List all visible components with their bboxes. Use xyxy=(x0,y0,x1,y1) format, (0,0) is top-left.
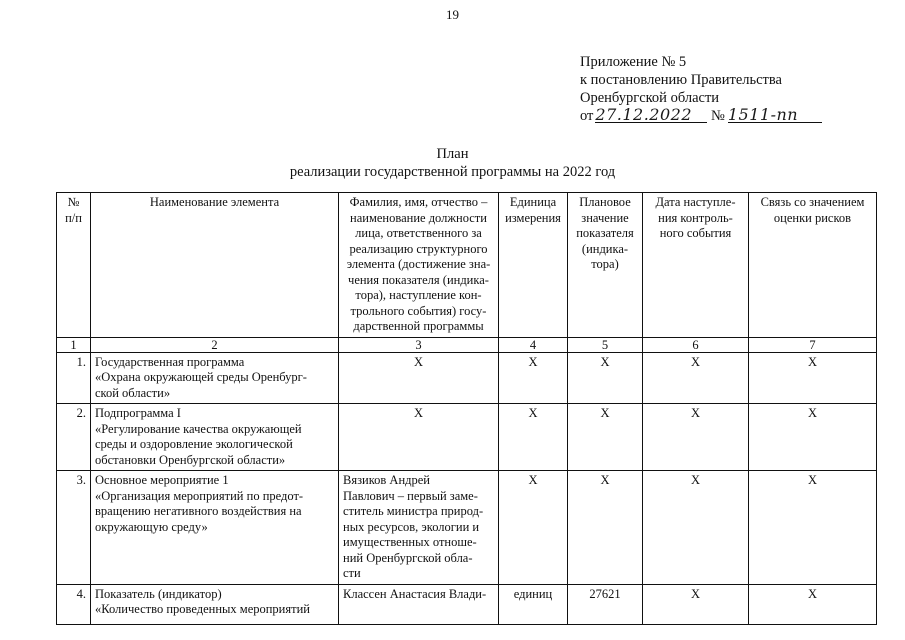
table-header-row xyxy=(57,193,877,338)
planned-value-cell: X xyxy=(568,352,643,404)
header-planned-value: Плановое значение показателя (индика- тора) xyxy=(568,193,643,338)
appendix-date-line xyxy=(580,107,822,125)
column-number: 1 xyxy=(57,337,91,352)
planned-value-cell: 27621 xyxy=(568,584,643,624)
responsible-person: X xyxy=(339,404,499,471)
responsible-person: Классен Анастасия Влади- xyxy=(339,584,499,624)
handwritten-number: 1511-пп xyxy=(728,108,822,123)
column-number: 6 xyxy=(643,337,749,352)
control-date-cell: X xyxy=(643,404,749,471)
header-responsible: Фамилия, имя, отчество – наименование должности лица, ответственного за реализацию структурного элемента (достижение зна- чения показателя (индика- тора), наступление кон- трольного события) госу- дарственной программы xyxy=(339,193,499,338)
header-risk-link: Связь со значением оценки рисков xyxy=(749,193,877,338)
element-name: Государственная программа «Охрана окружающей среды Оренбург- ской области» xyxy=(91,352,339,404)
date-prefix: от xyxy=(580,108,594,124)
unit-cell: X xyxy=(499,404,568,471)
risk-link-cell: X xyxy=(749,584,877,624)
row-number: 3. xyxy=(57,471,91,585)
control-date-cell: X xyxy=(643,584,749,624)
document-title xyxy=(0,145,905,181)
element-name: Подпрограмма I «Регулирование качества окружающей среды и оздоровление экологической обстановки Оренбургской области» xyxy=(91,404,339,471)
appendix-region: Оренбургской области xyxy=(580,90,720,106)
risk-link-cell: X xyxy=(749,471,877,585)
title-plan: План xyxy=(436,146,469,162)
appendix-block xyxy=(580,53,822,125)
plan-table xyxy=(56,192,877,625)
unit-cell: единиц xyxy=(499,584,568,624)
column-number: 7 xyxy=(749,337,877,352)
planned-value-cell: X xyxy=(568,404,643,471)
header-unit: Единица измерения xyxy=(499,193,568,338)
control-date-cell: X xyxy=(643,471,749,585)
header-control-date: Дата наступле- ния контроль- ного события xyxy=(643,193,749,338)
column-number: 2 xyxy=(91,337,339,352)
title-subtitle: реализации государственной программы на 2022 год xyxy=(289,164,616,180)
element-name: Показатель (индикатор) «Количество проведенных мероприятий xyxy=(91,584,339,624)
table-row xyxy=(57,352,877,404)
header-element-name: Наименование элемента xyxy=(91,193,339,338)
number-prefix: № xyxy=(711,108,725,124)
row-number: 1. xyxy=(57,352,91,404)
responsible-person: X xyxy=(339,352,499,404)
planned-value-cell: X xyxy=(568,471,643,585)
column-number: 4 xyxy=(499,337,568,352)
unit-cell: X xyxy=(499,352,568,404)
table-row xyxy=(57,471,877,585)
handwritten-date: 27.12.2022 xyxy=(595,108,707,123)
column-number: 3 xyxy=(339,337,499,352)
table-row xyxy=(57,404,877,471)
risk-link-cell: X xyxy=(749,352,877,404)
element-name: Основное мероприятие 1 «Организация мероприятий по предот- вращению негативного воздействия на окружающую среду» xyxy=(91,471,339,585)
column-number-row xyxy=(57,337,877,352)
table-row xyxy=(57,584,877,624)
column-number: 5 xyxy=(568,337,643,352)
row-number: 2. xyxy=(57,404,91,471)
control-date-cell: X xyxy=(643,352,749,404)
responsible-person: Вязиков Андрей Павлович – первый заме- ститель министра природ- ных ресурсов, экологии и имущественных отноше- ний Оренбургской обла- сти xyxy=(339,471,499,585)
appendix-title: Приложение № 5 xyxy=(580,54,687,70)
row-number: 4. xyxy=(57,584,91,624)
page-number: 19 xyxy=(446,7,459,22)
risk-link-cell: X xyxy=(749,404,877,471)
appendix-decree: к постановлению Правительства xyxy=(580,72,782,88)
header-number: № п/п xyxy=(57,193,91,338)
unit-cell: X xyxy=(499,471,568,585)
